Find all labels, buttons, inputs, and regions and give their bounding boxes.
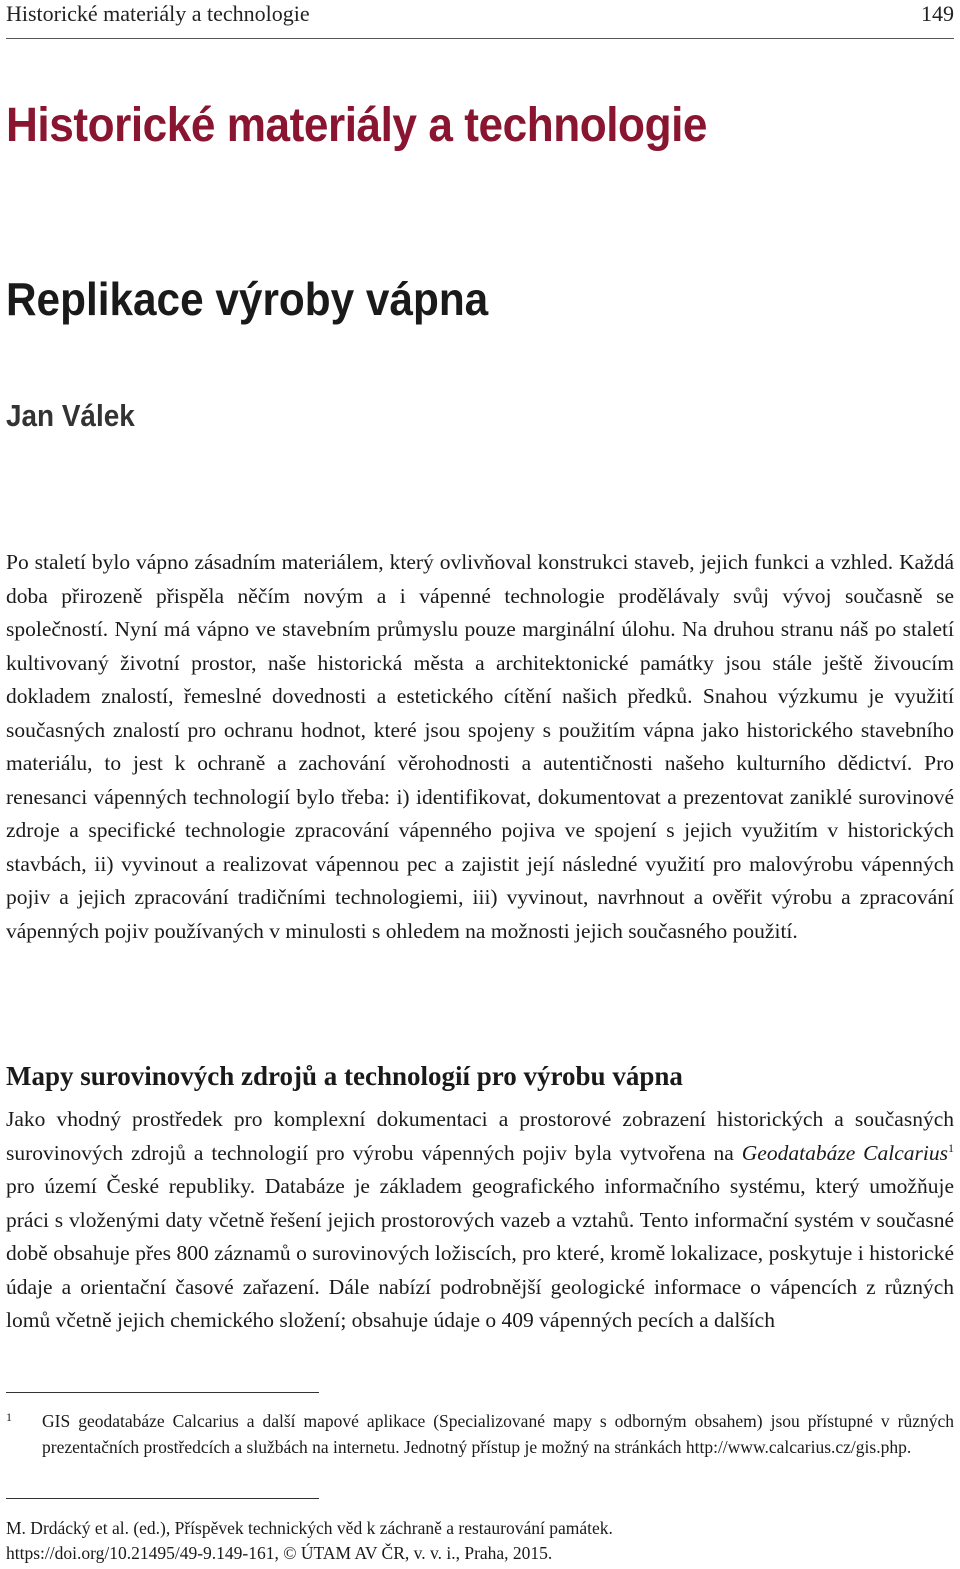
footnote-number: 1 bbox=[6, 1410, 12, 1424]
paragraph-text-end: pro území České republiky. Databáze je základem geografického informačního systému, který umožňuje práci s vloženými daty včetně řešení jejich prostorových vazeb a vztahů. Tento informační systém v současné době obsahuje přes 800 záznamů o surovinových ložiscích, pro které, kromě lokalizace, poskytuje i historické údaje a orientační časové zařazení. Dále nabízí podrobnější geologické informace o vápencích z různých lomů včetně jejich chemického složení; obsahuje údaje o 409 vápenných pecích a dalších bbox=[6, 1174, 954, 1332]
intro-paragraph: Po staletí bylo vápno zásadním materiálem, který ovlivňoval konstrukci staveb, jejich funkci a vzhled. Každá doba přirozeně přispěla něčím novým a i vápenné technologie prodělávaly svůj vývoj současně se společností. Nyní má vápno ve stavebním průmyslu pouze marginální úlohu. Na druhou stranu náš po staletí kultivovaný životní prostor, naše historická města a architektonické památky jsou stále ještě živoucím dokladem znalostí, řemeslné dovednosti a estetického cítění našich předků. Snahou výzkumu je využití současných znalostí pro ochranu hodnot, které jsou spojeny s použitím vápna jako historického stavebního materiálu, to jest k ochraně a zachování věrohodnosti a autentičnosti našeho kulturního dědictví. Pro renesanci vápenných technologií bylo třeba: i) identifikovat, dokumentovat a prezentovat zaniklé surovinové zdroje a specifické technologie zpracování vápenného pojiva ve spojení s jejich využitím v historických stavbách, ii) vyvinout a realizovat vápennou pec a zajistit její následné využití pro malovýrobu vápenných pojiv a jejich zpracování tradičními technologiemi, iii) vyvinout, navrhnout a ověřit výrobu a zpracování vápenných pojiv používaných v minulosti s ohledem na možnosti jejich současného použití. bbox=[6, 550, 954, 943]
footnote bbox=[6, 1408, 954, 1460]
header-divider bbox=[6, 38, 954, 39]
footnote-text: GIS geodatabáze Calcarius a další mapové aplikace (Specializované mapy s odborným obsahem) jsou přístupné v různých prezentačních prostředcích a službách na internetu. Jednotný přístup je možný na stránkách http://www.calcarius.cz/gis.php. bbox=[42, 1411, 954, 1457]
article-title: Replikace výroby vápna bbox=[6, 273, 489, 325]
section-title: Historické materiály a technologie bbox=[6, 99, 707, 152]
section-heading: Mapy surovinových zdrojů a technologií pro výrobu vápna bbox=[6, 1061, 683, 1091]
citation-line-2: https://doi.org/10.21495/49-9.149-161, © ÚTAM AV ČR, v. v. i., Praha, 2015. bbox=[6, 1543, 553, 1563]
footnote-divider bbox=[6, 1392, 319, 1393]
citation bbox=[6, 1516, 954, 1566]
citation-divider bbox=[6, 1498, 319, 1499]
section-paragraph bbox=[6, 1103, 954, 1338]
citation-line-1: M. Drdácký et al. (ed.), Příspěvek technických věd k záchraně a restaurování památek. bbox=[6, 1518, 613, 1538]
paragraph-text-start: Jako vhodný prostředek pro komplexní dokumentaci a prostorové zobrazení historických a současných surovinových zdrojů a technologií pro výrobu vápenných pojiv byla vytvořena na bbox=[6, 1107, 954, 1165]
running-head bbox=[6, 0, 954, 32]
italic-term: Geodatabáze Calcarius bbox=[741, 1140, 948, 1165]
author-name: Jan Válek bbox=[6, 398, 135, 433]
running-head-title: Historické materiály a technologie bbox=[6, 1, 310, 26]
footnote-reference: 1 bbox=[948, 1140, 954, 1155]
page-number: 149 bbox=[921, 1, 954, 26]
